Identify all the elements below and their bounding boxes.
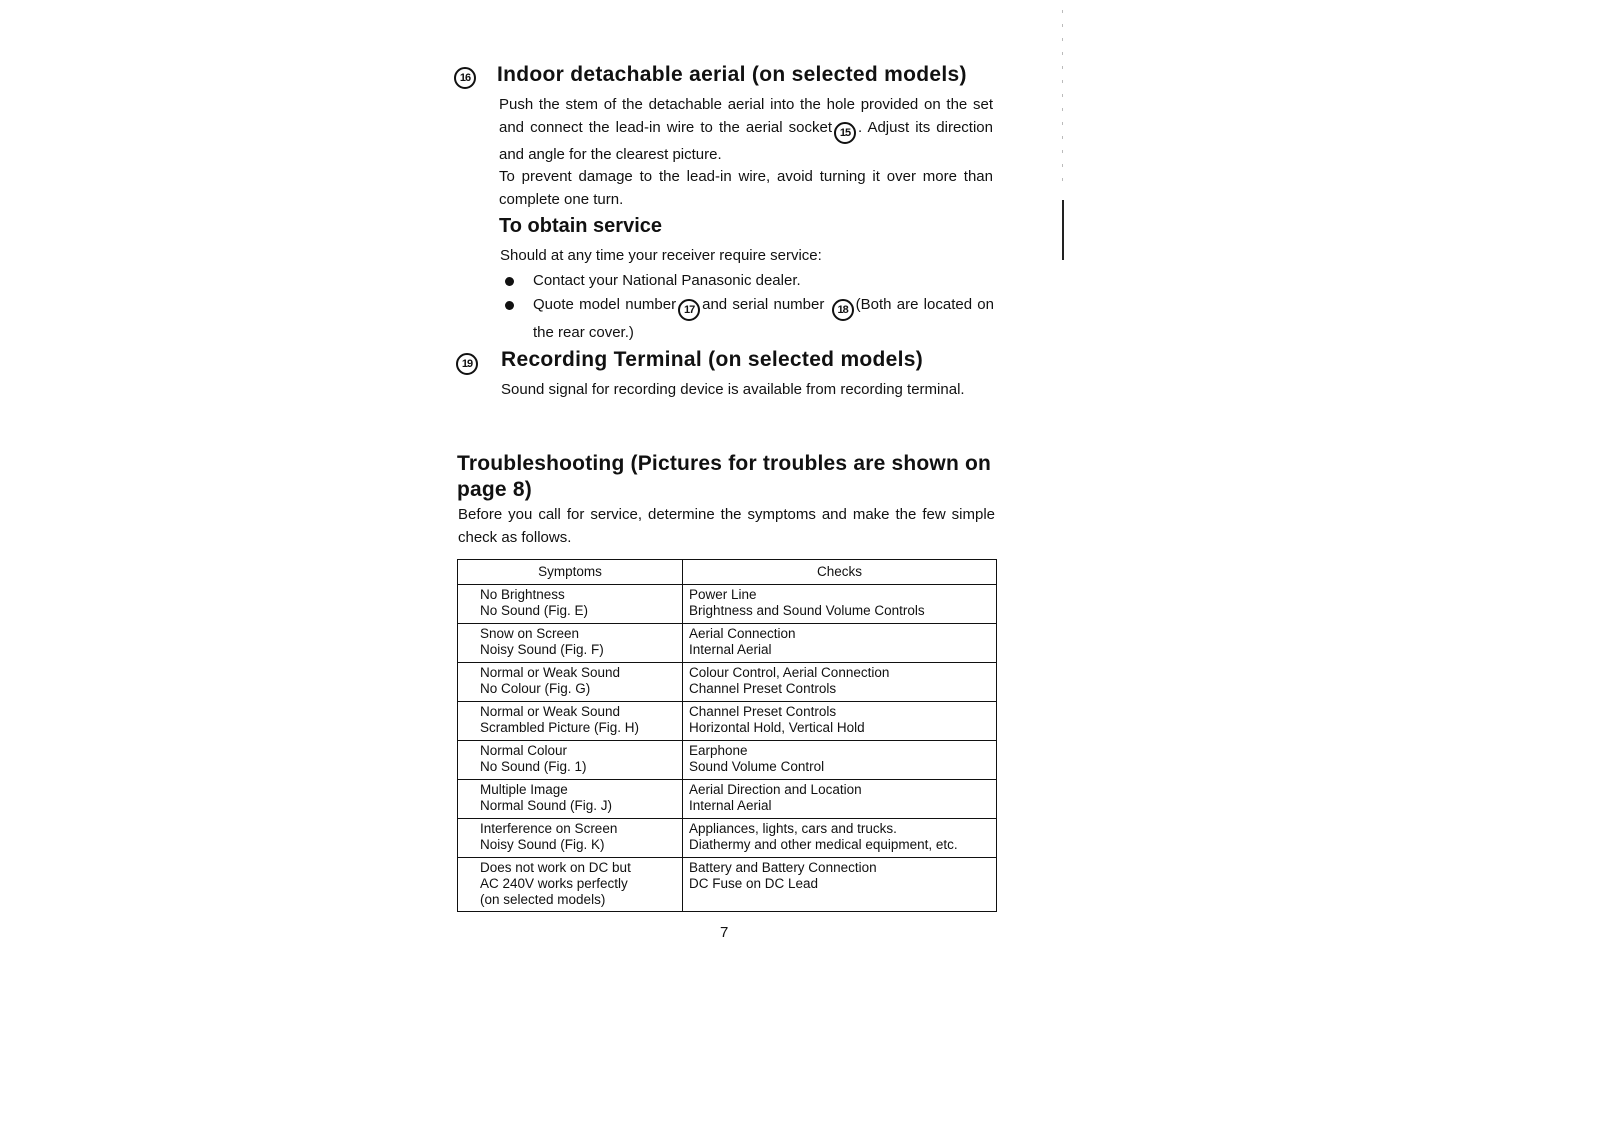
check-cell [683, 624, 997, 663]
ref-18-icon: 18 [832, 299, 854, 321]
symptom-cell [458, 624, 683, 663]
section19-text: Sound signal for recording device is available from recording terminal. [501, 381, 965, 398]
symptom-cell [458, 780, 683, 819]
symptom-cell [458, 702, 683, 741]
section-number-16-icon: 16 [454, 67, 476, 89]
page-number: 7 [720, 924, 729, 941]
service-list [500, 269, 994, 344]
table-row [458, 780, 997, 819]
section19-heading: Recording Terminal (on selected models) [501, 348, 924, 371]
service-heading: To obtain service [499, 215, 663, 237]
table-row [458, 819, 997, 858]
symptom-line: Does not work on DC but [480, 860, 631, 875]
check-cell [683, 780, 997, 819]
check-cell [683, 741, 997, 780]
col-header-symptoms: Symptoms [458, 560, 683, 585]
check-line: Horizontal Hold, Vertical Hold [689, 720, 865, 735]
symptom-cell [458, 741, 683, 780]
troubleshooting-table [457, 559, 997, 912]
symptom-line: Multiple Image [480, 782, 568, 797]
symptom-line: Normal or Weak Sound [480, 704, 621, 719]
check-line: Channel Preset Controls [689, 704, 837, 719]
col-header-checks: Checks [683, 560, 997, 585]
check-line: Aerial Direction and Location [689, 782, 862, 797]
troubleshooting-intro: Before you call for service, determine the symptoms and make the few simple check as follows. [458, 506, 995, 546]
symptom-cell [458, 819, 683, 858]
table-row [458, 624, 997, 663]
check-line: Battery and Battery Connection [689, 860, 877, 875]
check-line: Earphone [689, 743, 748, 758]
check-line: DC Fuse on DC Lead [689, 876, 819, 891]
section16-heading: Indoor detachable aerial (on selected models) [497, 63, 967, 86]
scan-margin-dots [1062, 10, 1063, 190]
check-line: Brightness and Sound Volume Controls [689, 603, 925, 618]
symptom-line: Normal Colour [480, 743, 568, 758]
section16-body [499, 94, 993, 211]
symptom-line: Noisy Sound (Fig. F) [480, 642, 604, 657]
service-bullet-2-text-b: and serial number [702, 296, 825, 313]
symptom-cell [458, 585, 683, 624]
symptom-line: Normal or Weak Sound [480, 665, 621, 680]
service-bullet-1 [500, 269, 994, 292]
ref-17-icon: 17 [678, 299, 700, 321]
check-cell [683, 702, 997, 741]
symptom-line: AC 240V works perfectly [480, 876, 628, 891]
check-cell [683, 663, 997, 702]
symptom-line: Interference on Screen [480, 821, 618, 836]
service-intro: Should at any time your receiver require service: [500, 247, 822, 264]
check-line: Channel Preset Controls [689, 681, 837, 696]
symptom-line: No Sound (Fig. E) [480, 603, 589, 618]
scan-margin-mark [1062, 200, 1064, 260]
check-cell [683, 858, 997, 912]
section16-para2: To prevent damage to the lead-in wire, avoid turning it over more than complete one turn. [499, 168, 993, 208]
table-row [458, 741, 997, 780]
table-row [458, 858, 997, 912]
service-bullet-2-text-c: (Both are located on the rear cover.) [533, 296, 994, 341]
table-header-row [458, 560, 997, 585]
section16-para1 [499, 94, 993, 166]
check-cell [683, 819, 997, 858]
table-row [458, 702, 997, 741]
check-line: Power Line [689, 587, 757, 602]
check-line: Colour Control, Aerial Connection [689, 665, 890, 680]
check-cell [683, 585, 997, 624]
ref-15-icon: 15 [834, 122, 856, 144]
symptom-line: No Brightness [480, 587, 565, 602]
check-line: Internal Aerial [689, 798, 772, 813]
service-bullet-1-text: Contact your National Panasonic dealer. [533, 272, 801, 289]
check-line: Internal Aerial [689, 642, 772, 657]
service-bullet-2 [500, 293, 994, 344]
check-line: Appliances, lights, cars and trucks. [689, 821, 897, 836]
symptom-line: (on selected models) [480, 892, 606, 907]
table-row [458, 663, 997, 702]
check-line: Diathermy and other medical equipment, etc. [689, 837, 958, 852]
troubleshooting-heading: Troubleshooting (Pictures for troubles are shown on page 8) [457, 452, 992, 501]
symptom-line: Snow on Screen [480, 626, 580, 641]
section-number-19-icon: 19 [456, 353, 478, 375]
section16-para1-end: . Adjust its direction and angle for the clearest picture. [499, 118, 993, 163]
section16-para1-start: Push the stem of the detachable aerial into the hole provided on the set and connect the lead-in wire to the aerial socket [499, 96, 993, 136]
table-row [458, 585, 997, 624]
symptom-cell [458, 663, 683, 702]
symptom-line: Scrambled Picture (Fig. H) [480, 720, 640, 735]
symptom-line: No Colour (Fig. G) [480, 681, 591, 696]
check-line: Sound Volume Control [689, 759, 825, 774]
symptom-line: No Sound (Fig. 1) [480, 759, 587, 774]
check-line: Aerial Connection [689, 626, 796, 641]
symptom-line: Normal Sound (Fig. J) [480, 798, 613, 813]
bullet-icon [505, 277, 514, 286]
symptom-cell [458, 858, 683, 912]
symptom-line: Noisy Sound (Fig. K) [480, 837, 605, 852]
bullet-icon [505, 301, 514, 310]
service-bullet-2-text-a: Quote model number [533, 296, 677, 313]
